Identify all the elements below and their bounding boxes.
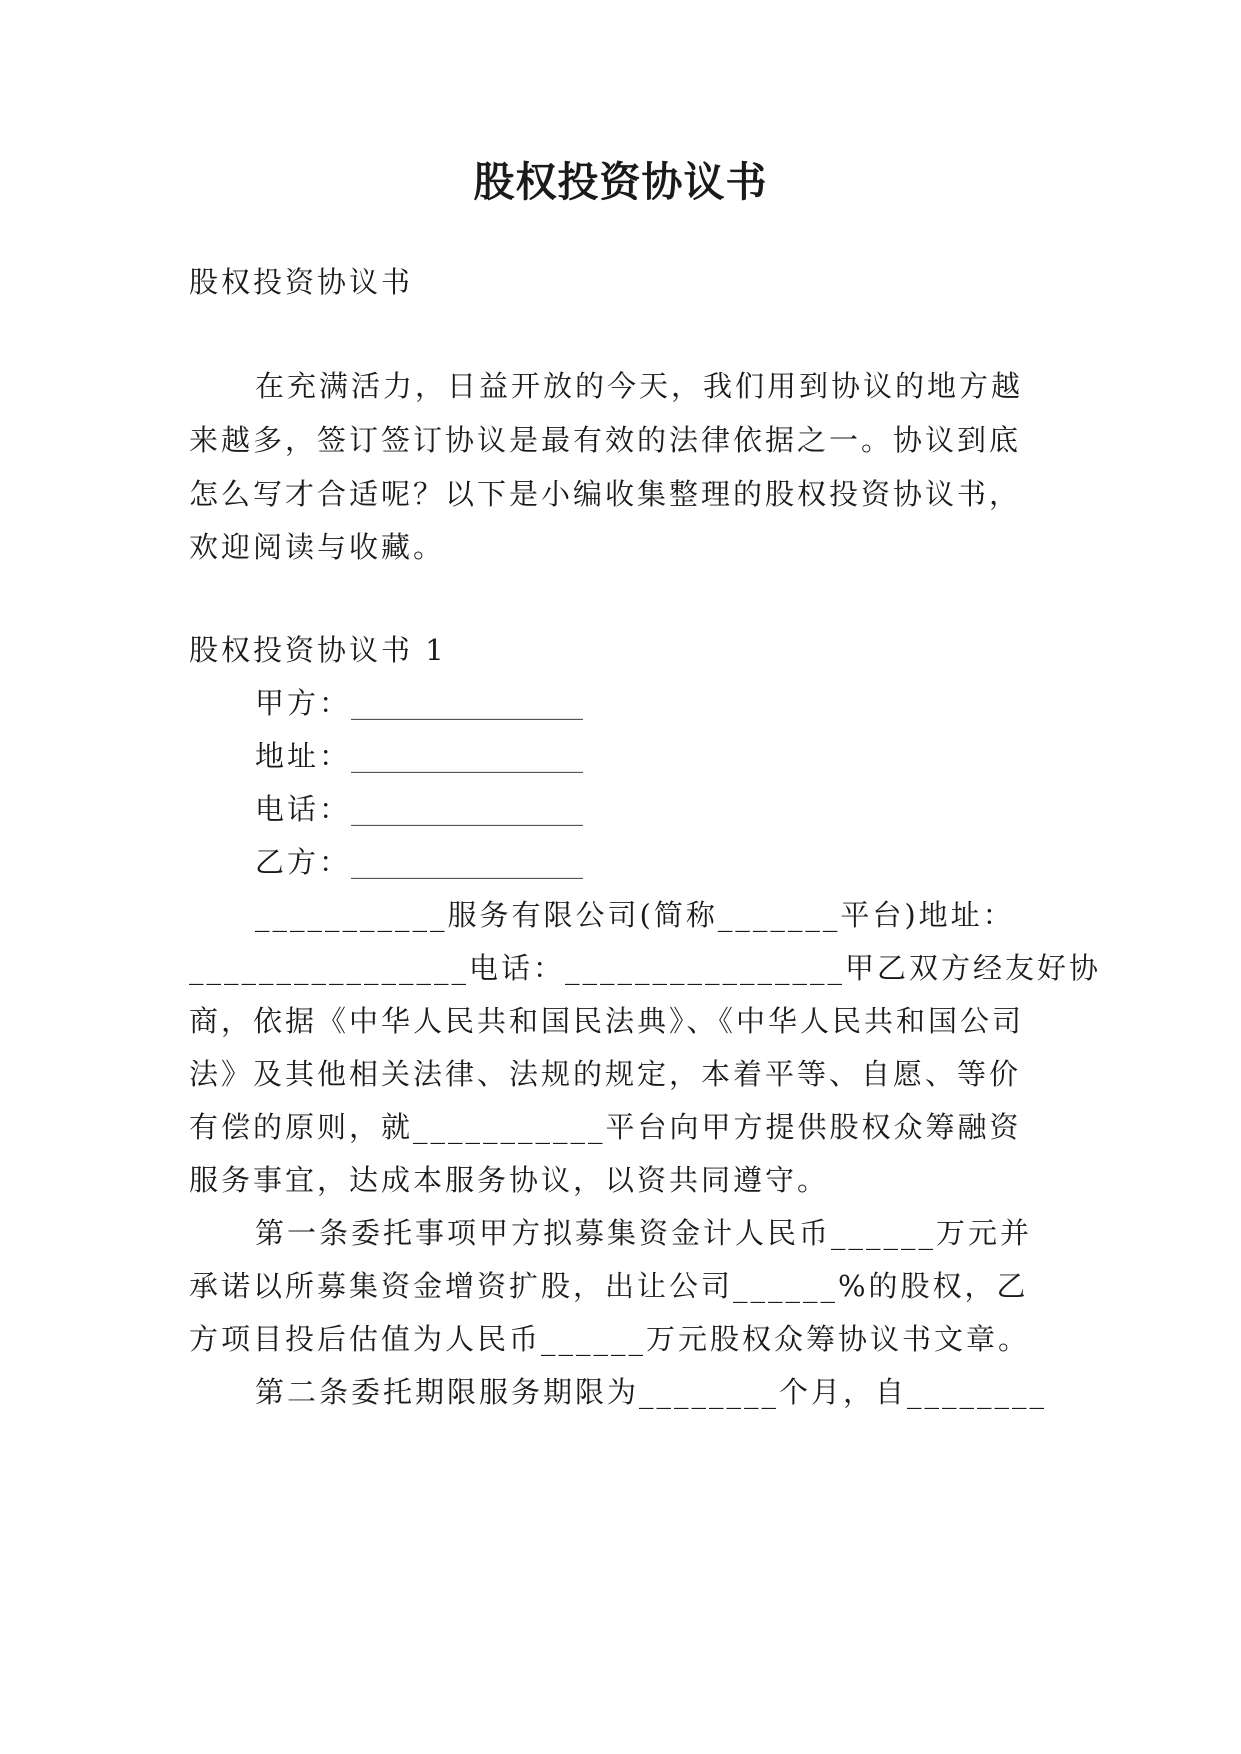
field-party-b: [255, 833, 583, 891]
intro-line: 来越多，签订签订协议是最有效的法律依据之一。协议到底: [189, 423, 1022, 457]
article-1-line: 方项目投后估值为人民币______万元股权众筹协议书文章。: [189, 1322, 1031, 1356]
document-subtitle: 股权投资协议书: [189, 265, 414, 299]
body-line: 服务事宜，达成本服务协议，以资共同遵守。: [189, 1163, 830, 1197]
field-label: 地址：: [255, 739, 352, 773]
field-blank: ________________: [351, 739, 584, 773]
field-blank: ________________: [351, 845, 584, 879]
field-address: [255, 727, 583, 785]
body-line: ________________电话：________________甲乙双方经友好协: [189, 951, 1102, 985]
article-2-line: 第二条委托期限服务期限为________个月，自________: [255, 1375, 1048, 1409]
field-blank: ________________: [351, 686, 584, 720]
intro-line: 欢迎阅读与收藏。: [189, 530, 446, 564]
body-line: 商，依据《中华人民共和国民法典》、《中华人民共和国公司: [189, 1004, 1025, 1038]
body-line: ___________服务有限公司(简称_______平台)地址：: [255, 898, 1015, 932]
field-party-a: [255, 674, 583, 732]
article-1-line: 承诺以所募集资金增资扩股，出让公司______%的股权，乙: [189, 1269, 1029, 1303]
document-title: 股权投资协议书: [473, 158, 768, 206]
body-line: 法》及其他相关法律、法规的规定，本着平等、自愿、等价: [189, 1057, 1022, 1091]
intro-line: 怎么写才合适呢？以下是小编收集整理的股权投资协议书，: [189, 477, 1022, 511]
article-1-line: 第一条委托事项甲方拟募集资金计人民币______万元并: [255, 1216, 1033, 1250]
section-heading: 股权投资协议书 1: [189, 633, 447, 667]
field-phone: [255, 780, 583, 838]
intro-line: 在充满活力，日益开放的今天，我们用到协议的地方越: [255, 369, 1024, 403]
field-label: 甲方：: [255, 686, 352, 720]
field-blank: ________________: [351, 792, 584, 826]
field-label: 乙方：: [255, 845, 352, 879]
body-line: 有偿的原则，就___________平台向甲方提供股权众筹融资: [189, 1110, 1022, 1144]
field-label: 电话：: [255, 792, 352, 826]
